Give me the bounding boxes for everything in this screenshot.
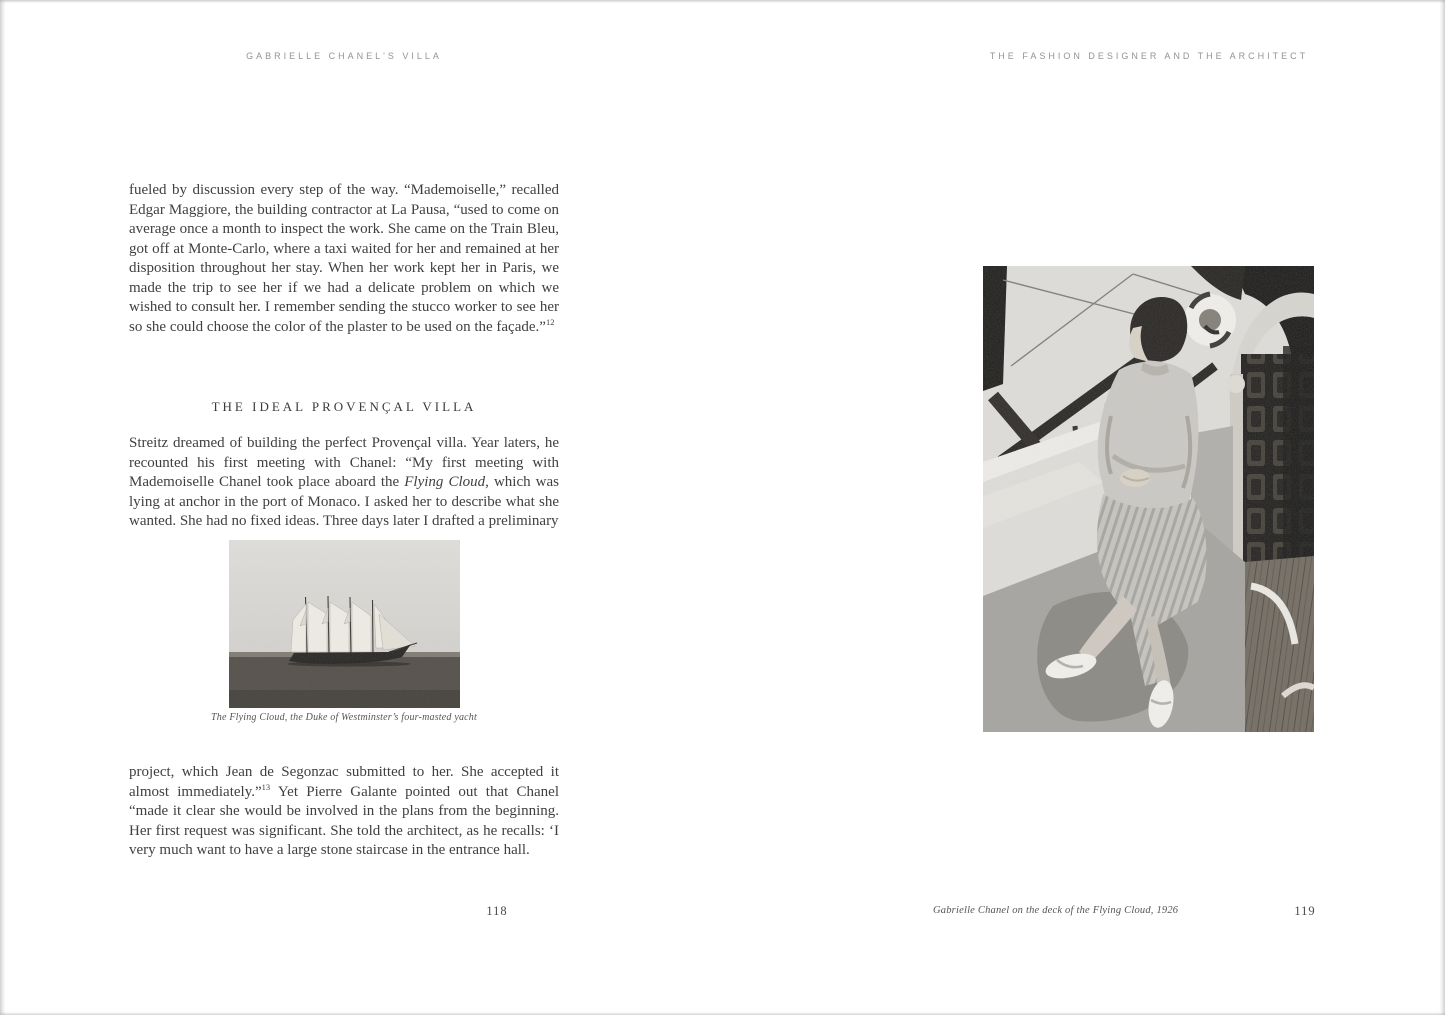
body-paragraph-2: Streitz dreamed of building the perfect Provençal villa. Year laters, he recounted his first meeting with Chanel: “My first meeting with Mademoiselle Chanel took place aboard the Flying Cloud, which was lying at anchor in the port of Monaco. I asked her to describe what she wanted. She had no fixed ideas. Three days later I drafted a preliminary (129, 435, 559, 529)
yacht-photo-caption: The Flying Cloud, the Duke of Westminster’s four-masted yacht (211, 712, 477, 723)
page-number-left: 118 (486, 904, 508, 918)
body-paragraph-1: fueled by discussion every step of the way. “Mademoiselle,” recalled Edgar Maggiore, the building contractor at La Pausa, “used to come on average once a month to inspect the work. She came on the Train Bleu, got off at Monte-Carlo, where a taxi waited for her and remained at her disposition throughout her stay. When her work kept her in Paris, we made the trip to see her if we had a delicate problem on which we wished to consult her. I remember sending the stucco worker to see her so she could choose the color of the plaster to be used on the façade.”$^{12}$ (129, 182, 559, 335)
running-head-left: GABRIELLE CHANEL'S VILLA (246, 51, 442, 61)
running-head-right: THE FASHION DESIGNER AND THE ARCHITECT (989, 51, 1309, 61)
body-paragraph-3: project, which Jean de Segonzac submitted to her. She accepted it almost immediately.”$^{13}$ Yet Pierre Galante pointed out that Chanel “made it clear she would be involved in the plans from the beginning. Her first request was significant. She told the architect, as he recalls: ‘I very much want to have a large stone staircase in the entrance hall. (129, 764, 559, 858)
page-number-right: 119 (1294, 904, 1316, 918)
chanel-photo-caption: Gabrielle Chanel on the deck of the Flying Cloud, 1926 (933, 905, 1179, 916)
chanel-photo (983, 266, 1314, 732)
yacht-photo (229, 540, 460, 708)
section-heading: THE IDEAL PROVENÇAL VILLA (211, 398, 477, 414)
